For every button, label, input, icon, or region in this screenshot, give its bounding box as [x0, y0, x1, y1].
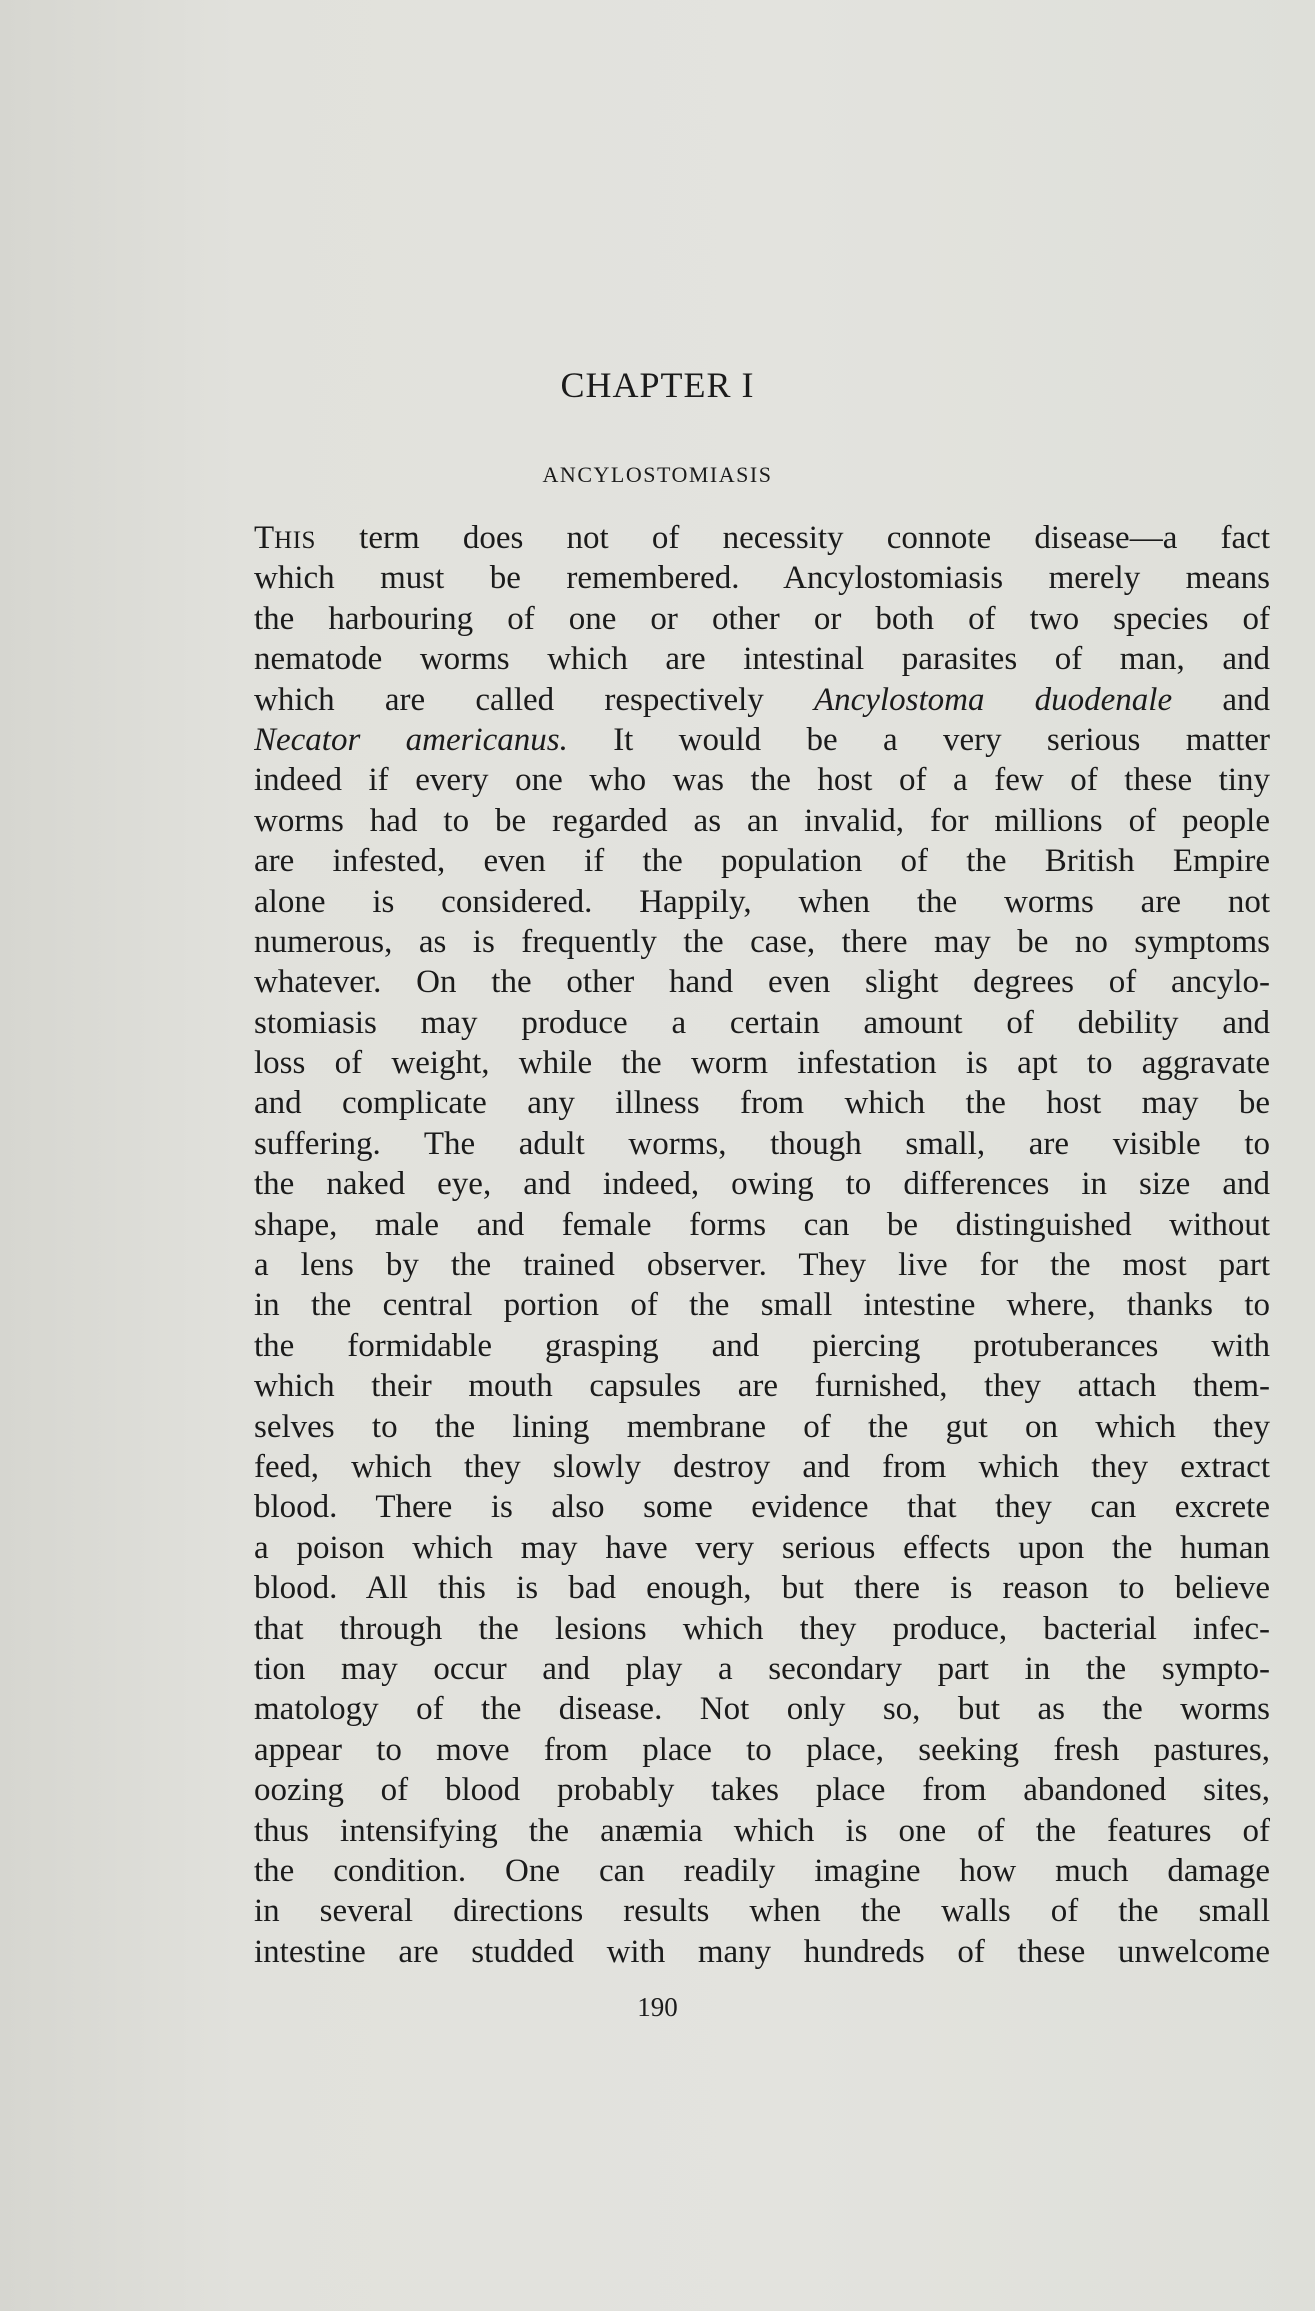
text-segment: worms had to be regarded as an invalid, for millions of people [254, 802, 1270, 839]
text-line [254, 1164, 1270, 1204]
text-segment: the naked eye, and indeed, owing to differences in size and [254, 1166, 1270, 1203]
text-line [254, 1043, 1270, 1083]
text-segment: which are called respectively [254, 681, 814, 718]
chapter-title: CHAPTER I [560, 365, 755, 405]
section-title: ANCYLOSTOMIASIS [542, 462, 773, 487]
italic-text: Necator americanus. [254, 721, 568, 758]
text-line [254, 680, 1270, 720]
text-segment: blood. All this is bad enough, but there is reason to believe [254, 1570, 1270, 1607]
text-line [254, 1568, 1270, 1608]
text-line [254, 1447, 1270, 1487]
text-line [254, 558, 1270, 598]
text-line [254, 1851, 1270, 1891]
text-segment: shape, male and female forms can be distinguished without [254, 1206, 1270, 1243]
text-segment: indeed if every one who was the host of a few of these tiny [254, 762, 1270, 799]
text-segment: in the central portion of the small intestine where, thanks to [254, 1287, 1270, 1324]
text-segment: alone is considered. Happily, when the worms are not [254, 883, 1270, 920]
text-segment: in several directions results when the walls of the small [254, 1893, 1270, 1930]
text-line [254, 1326, 1270, 1366]
text-segment: the condition. One can readily imagine how much damage [254, 1852, 1270, 1889]
text-line [254, 1124, 1270, 1164]
italic-text: Ancylostoma duodenale [813, 681, 1173, 718]
text-segment: It would be a very serious matter [567, 721, 1270, 758]
text-segment: appear to move from place to place, seeking fresh pastures, [254, 1731, 1270, 1768]
text-line [254, 801, 1270, 841]
text-line [254, 1811, 1270, 1851]
lead-word-small-caps: HIS [274, 527, 316, 554]
text-segment: a poison which may have very serious effects upon the human [254, 1529, 1270, 1566]
text-line [254, 1528, 1270, 1568]
text-segment: and [1172, 681, 1270, 718]
text-line [254, 599, 1270, 639]
text-segment: feed, which they slowly destroy and from which they extract [254, 1448, 1270, 1485]
text-line [254, 1205, 1270, 1245]
text-segment: oozing of blood probably takes place from abandoned sites, [254, 1772, 1270, 1809]
text-line [254, 1003, 1270, 1043]
text-line [254, 1770, 1270, 1810]
text-line [254, 1407, 1270, 1447]
text-line [254, 1609, 1270, 1649]
text-segment: stomiasis may produce a certain amount of debility and [254, 1004, 1270, 1041]
text-segment: suffering. The adult worms, though small, are visible to [254, 1125, 1270, 1162]
text-segment: blood. There is also some evidence that they can excrete [254, 1489, 1270, 1526]
text-line [254, 518, 1270, 558]
text-segment: intestine are studded with many hundreds of these unwelcome [254, 1933, 1270, 1970]
text-line [254, 1730, 1270, 1770]
text-segment: selves to the lining membrane of the gut on which they [254, 1408, 1270, 1445]
text-line [254, 1649, 1270, 1689]
text-segment: the harbouring of one or other or both of two species of [254, 600, 1270, 637]
body-paragraph [254, 518, 1270, 1972]
text-line [254, 962, 1270, 1002]
text-segment: thus intensifying the anæmia which is one of the features of [254, 1812, 1270, 1849]
text-line [254, 841, 1270, 881]
text-line [254, 882, 1270, 922]
text-segment: a lens by the trained observer. They live for the most part [254, 1247, 1270, 1284]
text-segment: which their mouth capsules are furnished, they attach them- [254, 1368, 1270, 1405]
text-segment: tion may occur and play a secondary part in the sympto- [254, 1650, 1270, 1687]
text-line [254, 922, 1270, 962]
text-segment: and complicate any illness from which the host may be [254, 1085, 1270, 1122]
text-line [254, 639, 1270, 679]
text-segment: loss of weight, while the worm infestation is apt to aggravate [254, 1045, 1270, 1082]
text-segment: matology of the disease. Not only so, but as the worms [254, 1691, 1270, 1728]
text-line [254, 760, 1270, 800]
text-segment: term does not of necessity connote disease—a fact [315, 520, 1270, 556]
text-line [254, 1366, 1270, 1406]
lead-word-initial: T [254, 520, 275, 556]
text-segment: numerous, as is frequently the case, there may be no symptoms [254, 923, 1270, 960]
text-segment: which must be remembered. Ancylostomiasis merely means [254, 560, 1270, 597]
text-line [254, 1245, 1270, 1285]
text-line [254, 720, 1270, 760]
text-segment: nematode worms which are intestinal parasites of man, and [254, 641, 1270, 678]
text-segment: whatever. On the other hand even slight degrees of ancylo- [254, 964, 1270, 1001]
text-segment: are infested, even if the population of the British Empire [254, 843, 1270, 880]
text-segment: the formidable grasping and piercing protuberances with [254, 1327, 1270, 1364]
text-line [254, 1285, 1270, 1325]
text-line [254, 1932, 1270, 1972]
text-line [254, 1689, 1270, 1729]
text-line [254, 1487, 1270, 1527]
text-segment: that through the lesions which they produce, bacterial infec- [254, 1610, 1270, 1647]
text-line [254, 1891, 1270, 1931]
page-number: 190 [637, 1992, 678, 2022]
text-line [254, 1083, 1270, 1123]
